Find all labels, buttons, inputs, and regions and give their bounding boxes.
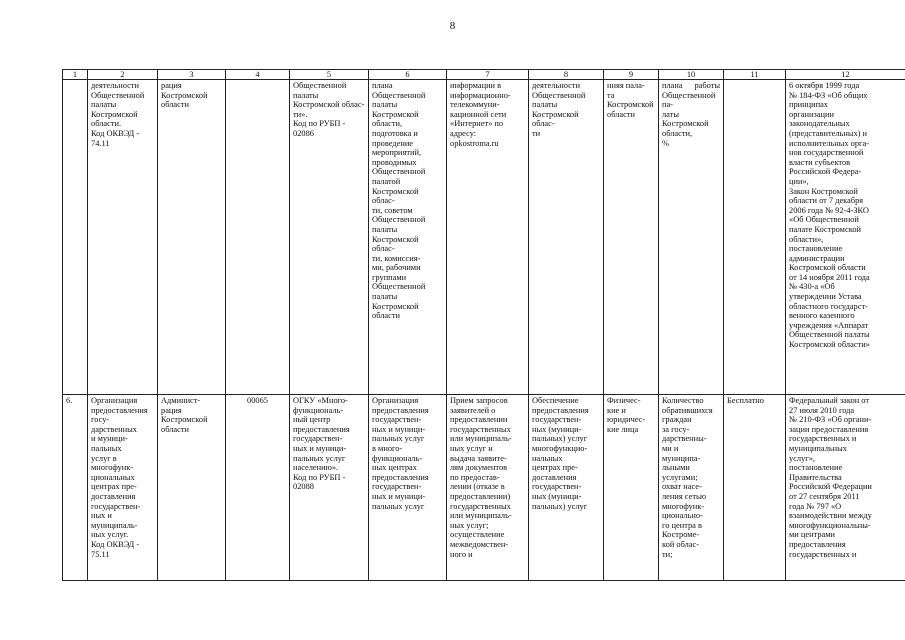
- column-header: 6: [369, 70, 447, 80]
- consumers-cell: нняя пала- та Костромской области: [604, 80, 659, 395]
- page-number: 8: [449, 20, 456, 32]
- column-header: 11: [724, 70, 786, 80]
- table-row: [63, 80, 905, 395]
- column-header: 2: [88, 70, 158, 80]
- column-header: 12: [786, 70, 905, 80]
- service-terms-cell: информации в информационно- телекоммуни- кационной сети «Интернет» по адресу: opkostroma.ru: [447, 80, 529, 395]
- activity-name-cell: деятельности Общественной палаты Костромской области. Код ОКВЭД - 74.11: [88, 80, 158, 395]
- institution-cell: Общественной палаты Костромской облас- ти». Код по РУБП - 02086: [290, 80, 369, 395]
- authority-cell: рация Костромской области: [158, 80, 226, 395]
- column-header: 9: [604, 70, 659, 80]
- code-cell: 00065: [226, 395, 290, 581]
- column-header: 4: [226, 70, 290, 80]
- row-number-cell: [63, 80, 88, 395]
- column-header: 10: [659, 70, 724, 80]
- table-row: [63, 395, 905, 581]
- service-content-cell: Организация предоставления государствен- ных и муници- пальных услуг в много- функциональ- ных центрах предоставления государствен- ных и муници- пальных услуг: [369, 395, 447, 581]
- indicators-cell: Количество обратившихся граждан за госу- дарственны- ми и муниципа- льными услугами; охват насе- ления сетью многофунк- ционально- го центра в Костроме- кой облас- ти;: [659, 395, 724, 581]
- column-header: 5: [290, 70, 369, 80]
- column-number-row: [63, 70, 905, 80]
- activity-name-cell: Организация предоставления госу- дарственных и муници- пальных услуг в многофунк- циональных центрах пре- доставления государствен- ных и муниципаль- ных услуг. Код ОКВЭД - 75.11: [88, 395, 158, 581]
- column-header: 1: [63, 70, 88, 80]
- column-header: 3: [158, 70, 226, 80]
- legal-basis-cell: 6 октября 1999 года № 184-ФЗ «Об общих принципах организации законодательных (представительных) и исполнительных орга- нов государственной власти субъектов Российской Федера- ции», Закон Костромской области от 7 декабря 2006 года № 92-4-ЗКО «Об Общественной палате Костромской области», постановление администрации Костромской области от 14 ноября 2011 года № 430-а «Об утверждении Устава областного государст- венного казенного учреждения «Аппарат Общественной палаты Костромской области»: [786, 80, 905, 395]
- payment-cell: [724, 80, 786, 395]
- service-terms-cell: Прием запросов заявителей о предоставлении государственных или муниципаль- ных услуг и выдача заявите- лям документов по предостав- лении (отказе в предоставлении) государственных или муниципаль- ных услуг; осуществление межведомствен- ного и: [447, 395, 529, 581]
- column-header: 8: [529, 70, 604, 80]
- consumers-cell: Физичес- кие и юридичес- кие лица: [604, 395, 659, 581]
- payment-cell: Бесплатно: [724, 395, 786, 581]
- row-number-cell: 6.: [63, 395, 88, 581]
- indicators-cell: плана работы Общественной па- латы Костромской области, %: [659, 80, 724, 395]
- registry-table: [62, 69, 905, 581]
- service-purpose-cell: деятельности Общественной палаты Костромской облас- ти: [529, 80, 604, 395]
- legal-basis-cell: Федеральный закон от 27 июля 2010 года № 210-ФЗ «Об органи- зации предоставления государственных и муниципальных услуг», постановление Правительства Российской Федерации от 27 сентября 2011 года № 797 «О взаимодействии между многофункциональны- ми центрами предоставления государственных и: [786, 395, 905, 581]
- institution-cell: ОГКУ «Много- функциональ- ный центр предоставления государствен- ных и муници- пальных услуг населению». Код по РУБП - 02088: [290, 395, 369, 581]
- authority-cell: Админист- рация Костромской области: [158, 395, 226, 581]
- column-header: 7: [447, 70, 529, 80]
- code-cell: [226, 80, 290, 395]
- service-purpose-cell: Обеспечение предоставления государствен- ных (муници- пальных) услуг многофункцио- нальных центрах пре- доставления государствен- ных (муници- пальных) услуг: [529, 395, 604, 581]
- service-content-cell: плана Общественной палаты Костромской области, подготовка и проведение мероприятий, проводимых Общественной палатой Костромской облас- ти, советом Общественной палаты Костромской облас- ти, комиссия- ми, рабочими группами Общественной палаты Костромской области: [369, 80, 447, 395]
